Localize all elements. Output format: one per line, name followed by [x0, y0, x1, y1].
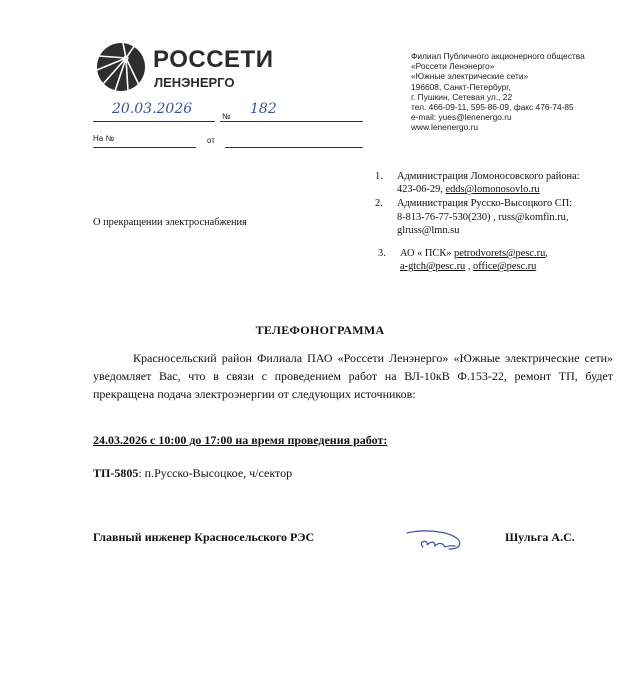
number-label: №: [222, 112, 231, 121]
addressee-list: [375, 170, 580, 273]
email-link[interactable]: edds@lomonosovlo.ru: [445, 184, 540, 196]
email-link[interactable]: a-gtch@pesc.ru: [400, 261, 466, 273]
document-title: ТЕЛЕФОНОГРАММА: [255, 323, 385, 337]
org-line: www.lenenergo.ru: [411, 122, 479, 133]
email-link[interactable]: office@pesc.ru: [473, 261, 537, 273]
from-line: [225, 147, 363, 148]
org-line: «Южные электрические сети»: [411, 71, 529, 82]
org-line: г. Пушкин, Сетевая ул., 22: [411, 91, 513, 102]
document-date: 20.03.2026: [112, 101, 193, 117]
date-line: [93, 121, 215, 122]
signer-position: Главный инженер Красносельского РЭС: [93, 530, 315, 544]
handwritten-signature-icon: [405, 527, 465, 555]
addressee-line: [400, 260, 548, 273]
body-text: [93, 349, 613, 403]
outage-schedule: 24.03.2026 с 10:00 до 17:00 на время проведения работ:: [93, 433, 388, 447]
addressee-text: 423-06-29,: [397, 184, 446, 196]
addressee-text: Администрация Ломоносовского района:: [397, 171, 580, 182]
brand-subtitle: ЛЕНЭНЕРГО: [154, 75, 235, 90]
email-link[interactable]: petrodvorets@pesc.ru: [454, 248, 546, 260]
source-label: ТП-5805: [93, 466, 139, 480]
org-line: e-mail: yues@lenenergo.ru: [411, 112, 512, 123]
addressee-item: [375, 197, 580, 237]
addressee-line: [397, 211, 572, 224]
addressee-text: Администрация Русско-Высоцкого СП:: [397, 198, 573, 210]
addressee-body: [400, 247, 548, 273]
addressee-line: [397, 183, 580, 196]
addressee-body: [397, 197, 572, 237]
addressee-line: [397, 197, 572, 210]
rosseti-logo-icon: [95, 42, 147, 92]
org-line: 196608, Санкт-Петербург,: [411, 81, 511, 92]
from-label: от: [207, 136, 215, 145]
reply-line: [93, 147, 196, 148]
addressee-line: [397, 170, 580, 183]
addressee-number: 1.: [375, 171, 383, 182]
addressee-item: [378, 247, 580, 273]
org-line: тел. 466-09-11, 595-86-09, факс 476-74-85: [411, 102, 574, 113]
addressee-text: glruss@lmn.su: [397, 224, 460, 236]
outage-source: [93, 466, 292, 481]
addressee-line: [397, 224, 572, 237]
addressee-text: ,: [545, 248, 548, 260]
brand-name: РОССЕТИ: [153, 46, 274, 73]
body-paragraph: Красносельский район Филиала ПАО «Россети Ленэнерго» «Южные электрические сети» уведомляет Вас, что в связи с проведением работ на ВЛ-10кВ Ф.153-22, ремонт ТП, будет прекращена подача электроэнергии от следующих источников:: [93, 351, 613, 401]
document-number: 182: [250, 101, 277, 117]
organization-details: [411, 51, 585, 133]
signer-name: Шульга А.С.: [505, 530, 575, 544]
addressee-item: [375, 170, 580, 196]
number-line: [220, 121, 363, 122]
addressee-text: ,: [465, 261, 474, 273]
org-line: «Россети Ленэнерго»: [411, 61, 495, 72]
addressee-body: [397, 170, 580, 196]
addressee-line: [400, 247, 548, 260]
addressee-text: 8-813-76-77-530(230) , russ@komfin.ru,: [397, 211, 569, 223]
addressee-number: 3.: [378, 248, 386, 260]
reply-label: На №: [93, 134, 115, 143]
source-text: : п.Русско-Высоцкое, ч/сектор: [138, 466, 293, 480]
addressee-text: АО « ПСК»: [400, 248, 455, 260]
addressee-number: 2.: [375, 198, 383, 210]
subject: О прекращении электроснабжения: [93, 217, 247, 228]
org-line: Филиал Публичного акционерного общества: [411, 51, 585, 61]
